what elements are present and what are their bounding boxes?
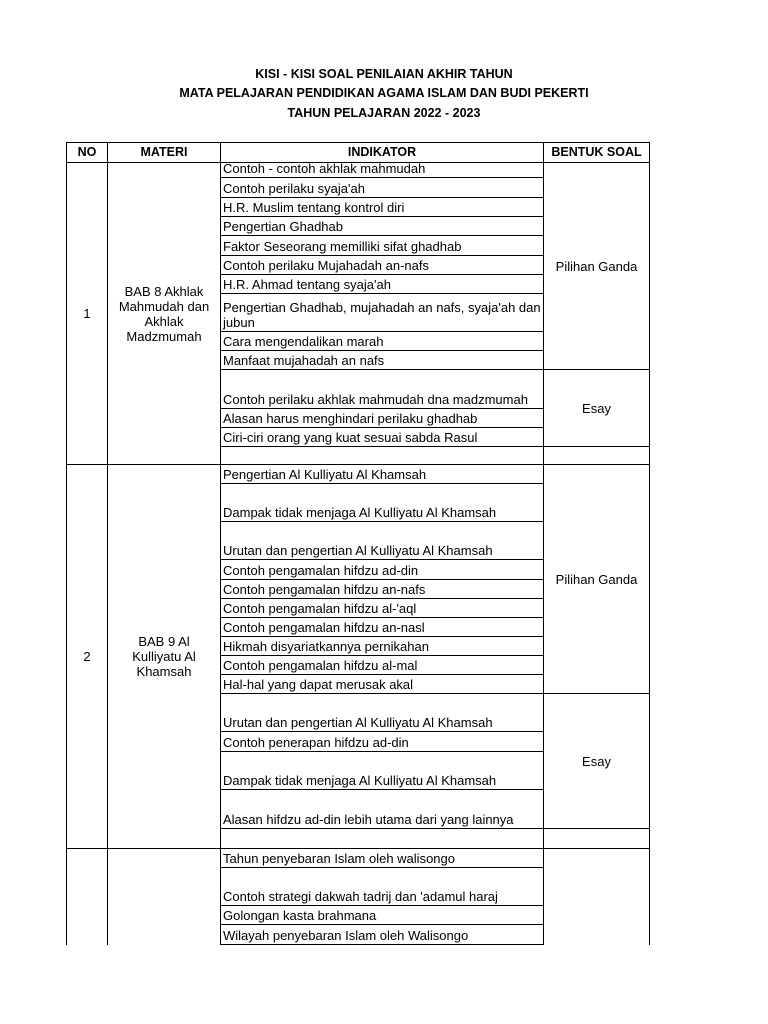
indicator-row: Tahun penyebaran Islam oleh walisongo <box>221 849 544 868</box>
section-1-pilihan-ganda: Pilihan Ganda <box>544 163 650 370</box>
indicator-row: Contoh strategi dakwah tadrij dan 'adamul haraj <box>221 868 544 906</box>
indicator-row: Contoh - contoh akhlak mahmudah <box>221 163 544 178</box>
indicator-row: Contoh pengamalan hifdzu an-nafs <box>221 580 544 599</box>
indicator-row: Hal-hal yang dapat merusak akal <box>221 675 544 694</box>
indicator-row: Urutan dan pengertian Al Kulliyatu Al Khamsah <box>221 522 544 560</box>
indicator-row: Ciri-ciri orang yang kuat sesuai sabda Rasul <box>221 428 544 447</box>
document-subject: MATA PELAJARAN PENDIDIKAN AGAMA ISLAM DAN BUDI PEKERTI <box>179 86 589 100</box>
indicator-row: Alasan harus menghindari perilaku ghadhab <box>221 409 544 428</box>
indicator-row-blank <box>221 829 544 849</box>
indicator-row: Manfaat mujahadah an nafs <box>221 351 544 370</box>
section-1-blank-bentuk <box>544 447 650 465</box>
indicator-row: Pengertian Al Kulliyatu Al Khamsah <box>221 465 544 484</box>
indicator-row: Contoh perilaku syaja'ah <box>221 178 544 198</box>
section-3-number <box>67 849 108 945</box>
section-3-bentuk-soal <box>544 849 650 945</box>
indicator-row: Alasan hifdzu ad-din lebih utama dari yang lainnya <box>221 790 544 829</box>
indicator-row: Contoh pengamalan hifdzu al-'aql <box>221 599 544 618</box>
document-title: KISI - KISI SOAL PENILAIAN AKHIR TAHUN <box>255 67 513 81</box>
indicator-row: Faktor Seseorang memilliki sifat ghadhab <box>221 236 544 256</box>
indicator-row: H.R. Ahmad tentang syaja'ah <box>221 275 544 294</box>
indicator-row: Contoh perilaku Mujahadah an-nafs <box>221 256 544 275</box>
indicator-row: Dampak tidak menjaga Al Kulliyatu Al Khamsah <box>221 484 544 522</box>
section-2-pilihan-ganda: Pilihan Ganda <box>544 465 650 694</box>
section-1-materi: BAB 8 Akhlak Mahmudah dan Akhlak Madzmumah <box>108 163 221 465</box>
indicator-row: Contoh pengamalan hifdzu ad-din <box>221 560 544 580</box>
section-2-number: 2 <box>67 465 108 849</box>
kisi-kisi-table <box>66 142 650 945</box>
section-2-blank-bentuk <box>544 829 650 849</box>
indicator-row-blank <box>221 447 544 465</box>
indicator-row: Wilayah penyebaran Islam oleh Walisongo <box>221 925 544 945</box>
indicator-row: Hikmah disyariatkannya pernikahan <box>221 637 544 656</box>
indicator-row: Urutan dan pengertian Al Kulliyatu Al Khamsah <box>221 694 544 732</box>
indicator-row: H.R. Muslim tentang kontrol diri <box>221 198 544 217</box>
indicator-row: Contoh perilaku akhlak mahmudah dna madzmumah <box>221 370 544 409</box>
column-header-indikator: INDIKATOR <box>221 143 544 163</box>
indicator-row: Dampak tidak menjaga Al Kulliyatu Al Khamsah <box>221 752 544 790</box>
section-2-esay: Esay <box>544 694 650 829</box>
indicator-row: Contoh penerapan hifdzu ad-din <box>221 732 544 752</box>
section-1-esay: Esay <box>544 370 650 447</box>
section-2-materi: BAB 9 Al Kulliyatu Al Khamsah <box>108 465 221 849</box>
column-header-materi: MATERI <box>108 143 221 163</box>
indicator-row: Golongan kasta brahmana <box>221 906 544 925</box>
indicator-row: Cara mengendalikan marah <box>221 332 544 351</box>
section-1-number: 1 <box>67 163 108 465</box>
indicator-row: Pengertian Ghadhab <box>221 217 544 236</box>
section-3-materi <box>108 849 221 945</box>
indicator-row: Contoh pengamalan hifdzu al-mal <box>221 656 544 675</box>
document-year: TAHUN PELAJARAN 2022 - 2023 <box>287 106 481 120</box>
indicator-row: Pengertian Ghadhab, mujahadah an nafs, syaja'ah dan jubun <box>221 294 544 332</box>
indicator-row: Contoh pengamalan hifdzu an-nasl <box>221 618 544 637</box>
column-header-bentuk-soal: BENTUK SOAL <box>544 143 650 163</box>
column-header-no: NO <box>67 143 108 163</box>
